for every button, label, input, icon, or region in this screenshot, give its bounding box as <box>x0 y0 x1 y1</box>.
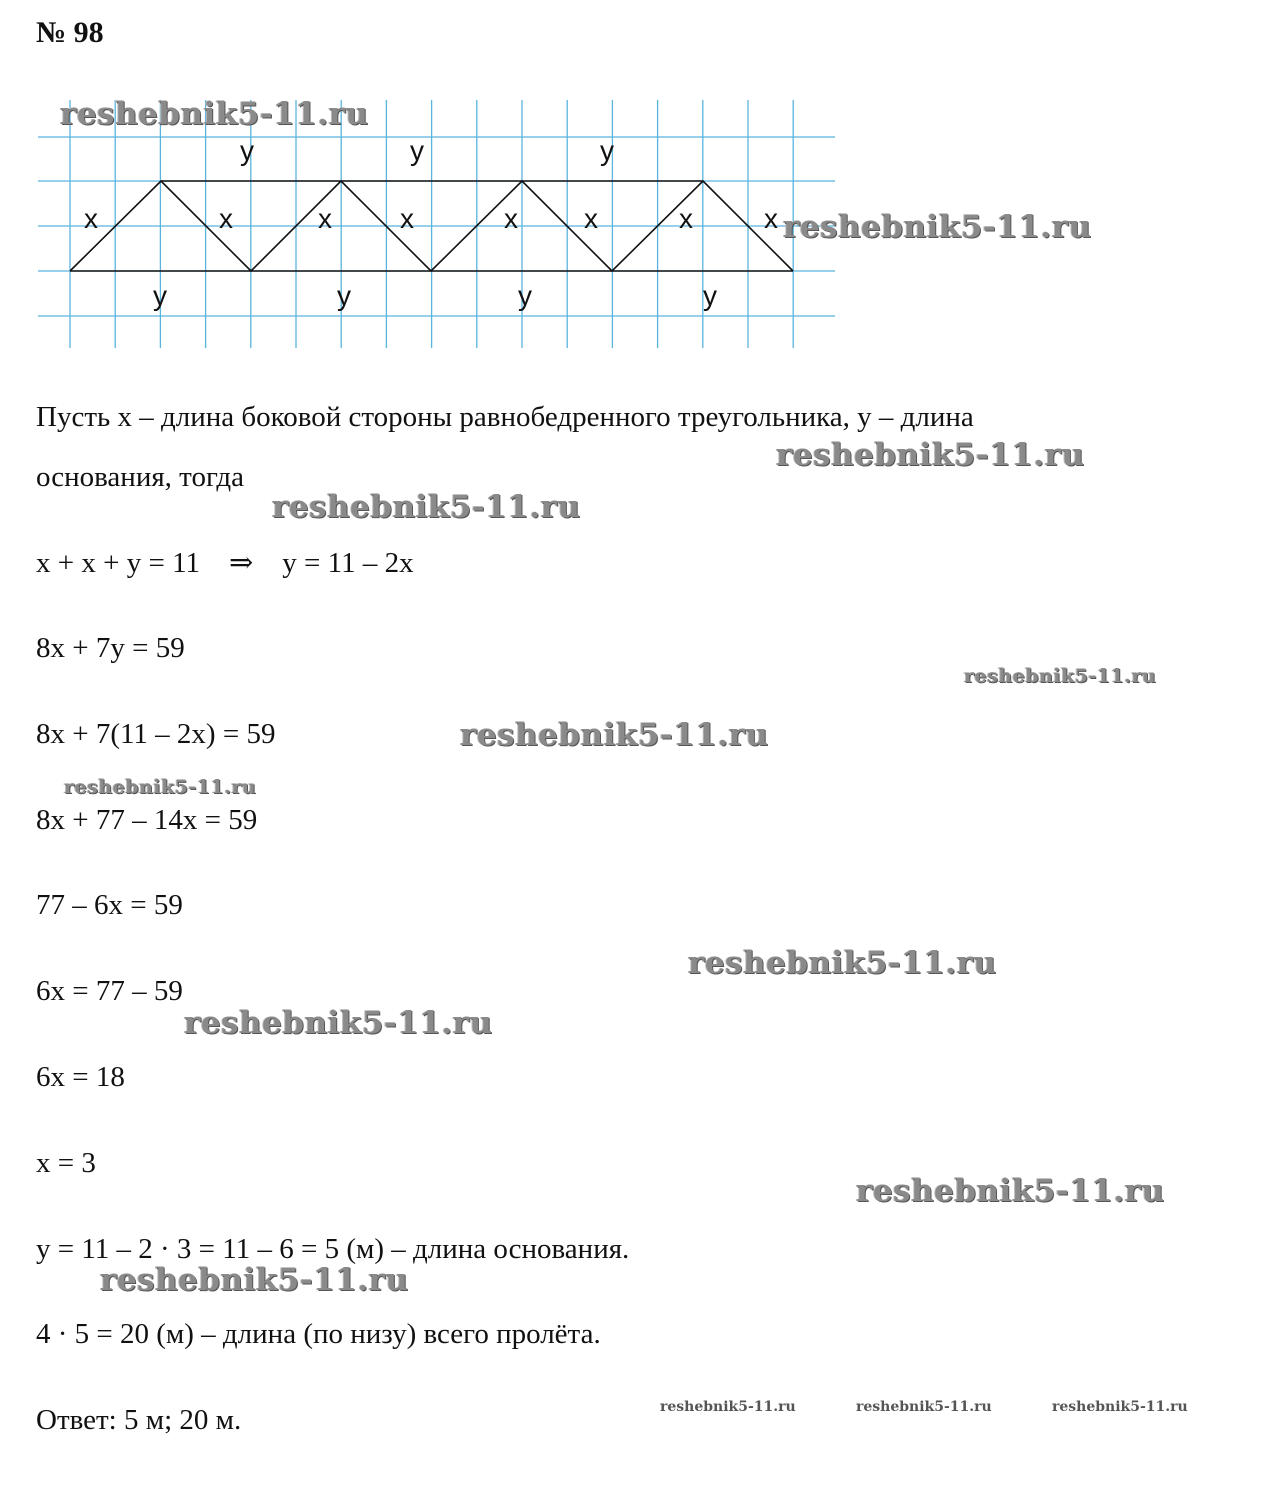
label-x-8: х <box>764 203 778 234</box>
equation-2: 8х + 7у = 59 <box>36 632 185 664</box>
watermark: reshebnik5-11.ru <box>184 1005 493 1041</box>
watermark: reshebnik5-11.ru <box>64 776 257 798</box>
watermark: reshebnik5-11.ru <box>776 437 1085 473</box>
intro-line-2: основания, тогда <box>36 461 245 493</box>
equation-1: х + х + у = 11 ⇒ у = 11 – 2х <box>36 547 414 579</box>
equation-10: 4 · 5 = 20 (м) – длина (по низу) всего пролёта. <box>36 1318 601 1350</box>
watermark: reshebnik5-11.ru <box>272 489 581 525</box>
label-x-5: х <box>504 203 518 234</box>
label-x-3: х <box>318 203 332 234</box>
label-y-top-2: у <box>410 135 424 166</box>
equation-7: 6х = 18 <box>36 1061 125 1093</box>
watermark: reshebnik5-11.ru <box>688 945 997 981</box>
label-y-top-3: у <box>600 135 614 166</box>
label-y-bottom-1: у <box>153 280 167 311</box>
label-x-7: х <box>679 203 693 234</box>
watermark: reshebnik5-11.ru <box>783 209 1092 245</box>
answer: Ответ: 5 м; 20 м. <box>36 1404 242 1436</box>
watermark: reshebnik5-11.ru <box>964 665 1157 687</box>
intro-line-1: Пусть х – длина боковой стороны равнобедренного треугольника, у – длина <box>36 401 974 433</box>
label-y-bottom-3: у <box>518 280 532 311</box>
equation-8: х = 3 <box>36 1147 96 1179</box>
label-x-6: х <box>584 203 598 234</box>
label-x-4: х <box>400 203 414 234</box>
label-x-2: х <box>219 203 233 234</box>
label-x-1: х <box>84 203 98 234</box>
equation-5: 77 – 6х = 59 <box>36 889 183 921</box>
watermark: reshebnik5-11.ru <box>460 717 769 753</box>
equation-3: 8х + 7(11 – 2х) = 59 <box>36 718 276 750</box>
label-y-bottom-2: у <box>337 280 351 311</box>
label-y-top-1: у <box>240 135 254 166</box>
equation-6: 6х = 77 – 59 <box>36 975 183 1007</box>
label-y-bottom-4: у <box>703 280 717 311</box>
watermark: reshebnik5-11.ru <box>100 1262 409 1298</box>
problem-number: № 98 <box>36 16 104 49</box>
watermark: reshebnik5-11.ru <box>60 96 369 132</box>
watermark: reshebnik5-11.ru <box>1052 1399 1188 1415</box>
equation-4: 8х + 77 – 14х = 59 <box>36 804 258 836</box>
watermark: reshebnik5-11.ru <box>856 1399 992 1415</box>
watermark: reshebnik5-11.ru <box>856 1173 1165 1209</box>
equation-9: у = 11 – 2 · 3 = 11 – 6 = 5 (м) – длина основания. <box>36 1233 630 1265</box>
watermark: reshebnik5-11.ru <box>660 1399 796 1415</box>
